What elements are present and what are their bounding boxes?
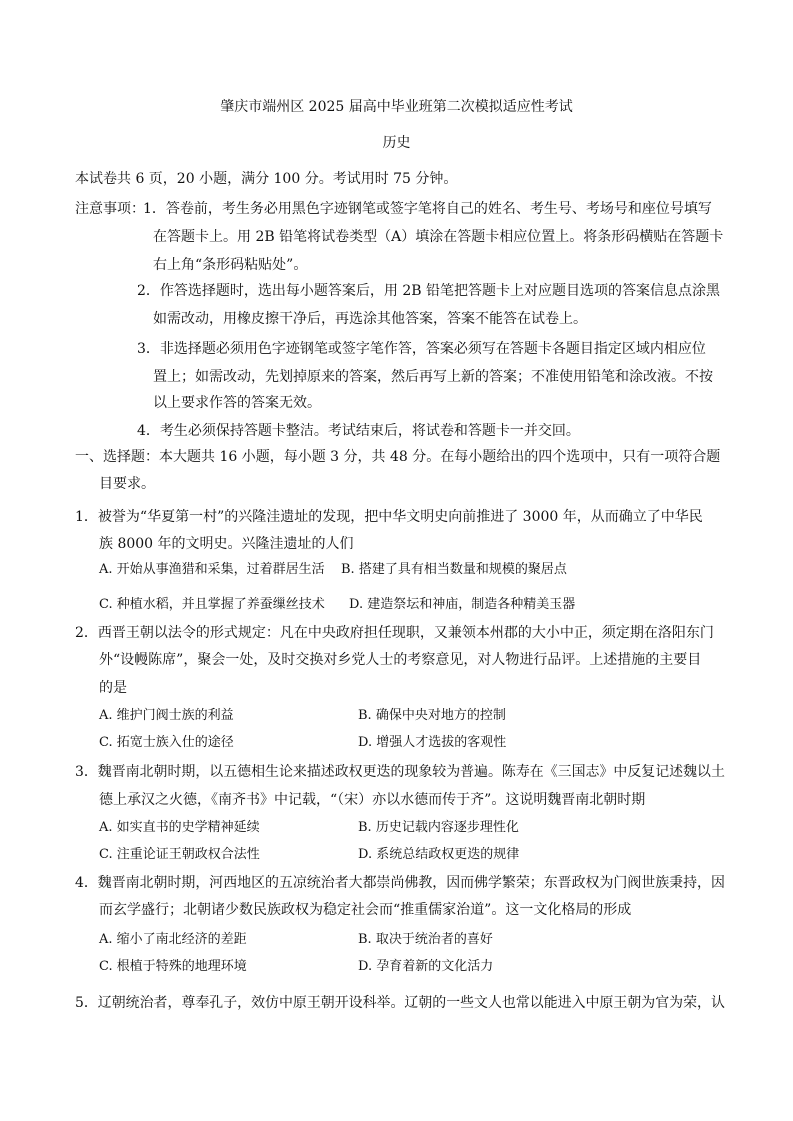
q1-option-d: D. 建造祭坛和神庙，制造各种精美玉器 <box>349 597 576 612</box>
q2-option-c: C. 拓宽士族入仕的途径 <box>99 735 234 750</box>
note-2-line-1: 2．作答选择题时，选出每小题答案后，用 2B 铅笔把答题卡上对应题目选项的答案信息点涂黑 <box>137 283 721 299</box>
note-4-line-1: 4．考生必须保持答题卡整洁。考试结束后，将试卷和答题卡一并交回。 <box>137 423 580 439</box>
q1-stem-line-2: 族 8000 年的文明史。兴隆洼遗址的人们 <box>99 536 354 552</box>
q3-option-d: D. 系统总结政权更迭的规律 <box>358 847 520 862</box>
q1-option-a: A. 开始从事渔猎和采集，过着群居生活 <box>99 562 325 577</box>
note-1-line-2: 在答题卡上。用 2B 铅笔将试卷类型（A）填涂在答题卡相应位置上。将条形码横贴在答题卡 <box>153 229 724 245</box>
q3-option-c: C. 注重论证王朝政权合法性 <box>99 847 260 862</box>
q3-option-a: A. 如实直书的史学精神延续 <box>99 820 260 835</box>
q3-option-b: B. 历史记载内容逐步理性化 <box>358 820 519 835</box>
q2-stem-line-1: 2．西晋王朝以法令的形式规定：凡在中央政府担任现职，又兼领本州郡的大小中正，须定期在洛阳东门 <box>75 625 714 641</box>
section-1-heading-cont: 目要求。 <box>99 476 155 492</box>
exam-title: 肇庆市端州区 2025 届高中毕业班第二次模拟适应性考试 <box>220 99 573 115</box>
q4-option-a: A. 缩小了南北经济的差距 <box>99 932 247 947</box>
subject-title: 历史 <box>382 135 411 151</box>
q2-stem-line-3: 的是 <box>99 680 127 696</box>
note-3-line-2: 置上；如需改动，先划掉原来的答案，然后再写上新的答案；不准使用铅笔和涂改液。不按 <box>153 369 713 385</box>
note-1-line-1: 1．答卷前，考生务必用黑色字迹钢笔或签字笔将自己的姓名、考生号、考场号和座位号填写 <box>143 201 712 217</box>
q1-option-b: B. 搭建了具有相当数量和规模的聚居点 <box>341 562 567 577</box>
q4-option-c: C. 根植于特殊的地理环境 <box>99 959 247 974</box>
q1-stem-line-1: 1．被誉为“华夏第一村”的兴隆洼遗址的发现，把中华文明史向前推进了 3000 年，从而确立了中华民 <box>75 509 703 525</box>
q4-option-b: B. 取决于统治者的喜好 <box>358 932 493 947</box>
q4-stem-line-2: 而玄学盛行；北朝诸少数民族政权为稳定社会而“推重儒家治道”。这一文化格局的形成 <box>99 902 632 918</box>
note-1-line-3: 右上角“条形码粘贴处”。 <box>153 257 308 273</box>
q2-option-b: B. 确保中央对地方的控制 <box>358 708 506 723</box>
note-2-line-2: 如需改动，用橡皮擦干净后，再选涂其他答案，答案不能答在试卷上。 <box>153 311 587 327</box>
q2-option-d: D. 增强人才选拔的客观性 <box>358 735 507 750</box>
q5-stem-line-1: 5．辽朝统治者，尊奉孔子，效仿中原王朝开设科举。辽朝的一些文人也常以能进入中原王朝为官为荣，认 <box>75 995 725 1011</box>
exam-intro: 本试卷共 6 页，20 小题，满分 100 分。考试用时 75 分钟。 <box>75 171 458 187</box>
q1-option-c: C. 种植水稻，并且掌握了养蚕缫丝技术 <box>99 597 325 612</box>
q2-stem-line-2: 外“设幔陈席”，聚会一处，及时交换对乡党人士的考察意见，对人物进行品评。上述措施的主要目 <box>99 652 702 668</box>
note-3-line-3: 以上要求作答的答案无效。 <box>153 395 321 411</box>
section-1-heading: 一、选择题：本大题共 16 小题，每小题 3 分，共 48 分。在每小题给出的四个选项中，只有一项符合题 <box>75 449 721 465</box>
q3-stem-line-2: 德上承汉之火德，《南齐书》中记载，“（宋）亦以水德而传于齐”。这说明魏晋南北朝时期 <box>99 792 646 808</box>
notes-label: 注意事项： <box>75 201 145 217</box>
note-3-line-1: 3．非选择题必须用色字迹钢笔或签字笔作答，答案必须写在答题卡各题目指定区域内相应位 <box>137 341 706 357</box>
q3-stem-line-1: 3．魏晋南北朝时期，以五德相生论来描述政权更迭的现象较为普遍。陈寿在《三国志》中反复记述魏以土 <box>75 764 725 780</box>
q2-option-a: A. 维护门阀士族的利益 <box>99 708 234 723</box>
q4-stem-line-1: 4．魏晋南北朝时期，河西地区的五凉统治者大都崇尚佛教，因而佛学繁荣；东晋政权为门阀世族秉持，因 <box>75 875 725 891</box>
q4-option-d: D. 孕育着新的文化活力 <box>358 959 494 974</box>
